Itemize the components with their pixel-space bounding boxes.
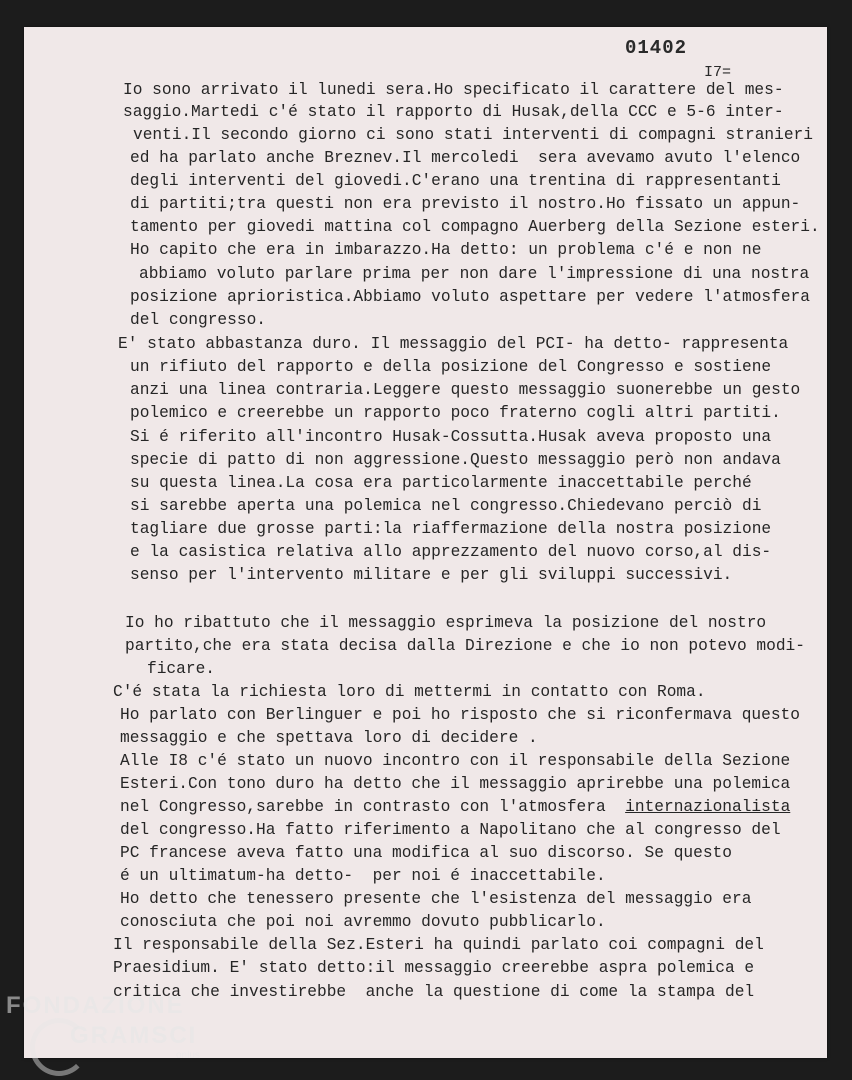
- page-mark: I7=: [704, 64, 732, 81]
- text-line: messaggio e che spettava loro di decidere .: [120, 729, 538, 747]
- text-line: tagliare due grosse parti:la riaffermazione della nostra posizione: [130, 520, 772, 538]
- text-line: conosciuta che poi noi avremmo dovuto pubblicarlo.: [120, 913, 606, 931]
- text-line: tamento per giovedi mattina col compagno Auerberg della Sezione esteri.: [130, 218, 820, 236]
- text-line: Praesidium. E' stato detto:il messaggio creerebbe aspra polemica e: [113, 959, 755, 977]
- text-line: Si é riferito all'incontro Husak-Cossutta.Husak aveva proposto una: [130, 428, 772, 446]
- text-line: Ho parlato con Berlinguer e poi ho risposto che si riconfermava questo: [120, 706, 800, 724]
- text-line: polemico e creerebbe un rapporto poco fraterno cogli altri partiti.: [130, 404, 781, 422]
- text-line: abbiamo voluto parlare prima per non dare l'impressione di una nostra: [139, 265, 810, 283]
- text-line: E' stato abbastanza duro. Il messaggio del PCI- ha detto- rappresenta: [118, 335, 789, 353]
- text-line: si sarebbe aperta una polemica nel congresso.Chiedevano perciò di: [130, 497, 762, 515]
- text-line: saggio.Martedi c'é stato il rapporto di Husak,della CCC e 5-6 inter-: [123, 103, 784, 121]
- underlined-word: internazionalista: [625, 798, 791, 816]
- document-number: 01402: [625, 37, 688, 59]
- text-line: é un ultimatum-ha detto- per noi é inaccettabile.: [120, 867, 606, 885]
- text-line: Ho detto che tenessero presente che l'esistenza del messaggio era: [120, 890, 752, 908]
- text-line: del congresso.Ha fatto riferimento a Napolitano che al congresso del: [120, 821, 781, 839]
- text-line: posizione aprioristica.Abbiamo voluto aspettare per vedere l'atmosfera: [130, 288, 810, 306]
- text-line: partito,che era stata decisa dalla Direzione e che io non potevo modi-: [125, 637, 805, 655]
- text-line: nel Congresso,sarebbe in contrasto con l'atmosfera internazionalista: [120, 798, 791, 816]
- text-line: critica che investirebbe anche la questione di come la stampa del: [113, 983, 755, 1001]
- watermark-line-3: onlus: [176, 1050, 200, 1061]
- text-line: di partiti;tra questi non era previsto il nostro.Ho fissato un appun-: [130, 195, 801, 213]
- text-line: Io ho ribattuto che il messaggio esprimeva la posizione del nostro: [125, 614, 767, 632]
- text-line: e la casistica relativa allo apprezzamento del nuovo corso,al dis-: [130, 543, 772, 561]
- text-line: C'é stata la richiesta loro di mettermi in contatto con Roma.: [113, 683, 706, 701]
- text-line: un rifiuto del rapporto e della posizione del Congresso e sostiene: [130, 358, 772, 376]
- text-line: senso per l'intervento militare e per gli sviluppi successivi.: [130, 566, 733, 584]
- text-line: specie di patto di non aggressione.Questo messaggio però non andava: [130, 451, 781, 469]
- archive-watermark: [0, 984, 260, 1080]
- text-line: venti.Il secondo giorno ci sono stati interventi di compagni stranieri: [133, 126, 813, 144]
- text-line: Alle I8 c'é stato un nuovo incontro con il responsabile della Sezione: [120, 752, 791, 770]
- text-line: Ho capito che era in imbarazzo.Ha detto: un problema c'é e non ne: [130, 241, 762, 259]
- watermark-line-2: GRAMSCI: [70, 1022, 198, 1049]
- text-line: su questa linea.La cosa era particolarmente inaccettabile perché: [130, 474, 752, 492]
- text-line: Il responsabile della Sez.Esteri ha quindi parlato coi compagni del: [113, 936, 764, 954]
- text-line: ed ha parlato anche Breznev.Il mercoledi sera avevamo avuto l'elenco: [130, 149, 801, 167]
- text-line: anzi una linea contraria.Leggere questo messaggio suonerebbe un gesto: [130, 381, 801, 399]
- watermark-line-1: FONDAZIONE: [6, 992, 185, 1019]
- text-line: Esteri.Con tono duro ha detto che il messaggio aprirebbe una polemica: [120, 775, 791, 793]
- text-line: ficare.: [147, 660, 215, 678]
- text-line: Io sono arrivato il lunedi sera.Ho specificato il carattere del mes-: [123, 81, 784, 99]
- text-line: del congresso.: [130, 311, 266, 329]
- text-line: degli interventi del giovedi.C'erano una trentina di rappresentanti: [130, 172, 781, 190]
- text-line: PC francese aveva fatto una modifica al suo discorso. Se questo: [120, 844, 742, 862]
